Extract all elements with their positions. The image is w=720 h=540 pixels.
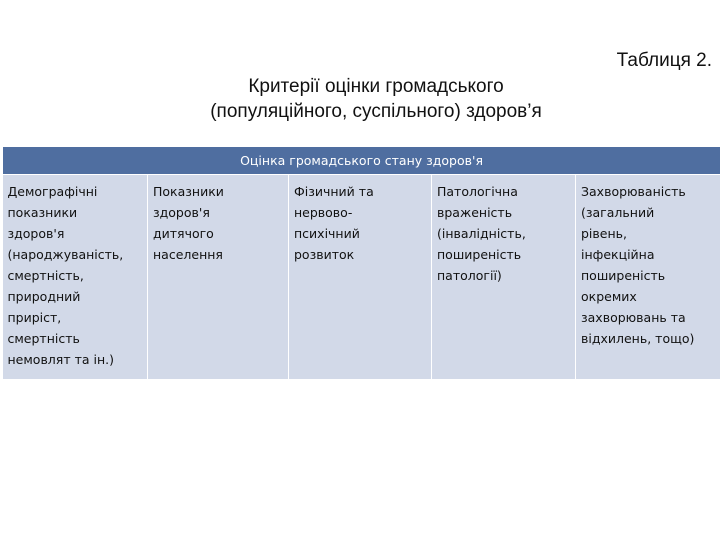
- cell-line: нервово-: [294, 205, 353, 220]
- cell-line: Патологічна: [437, 184, 518, 199]
- cell-line: (інвалідність,: [437, 226, 526, 241]
- cell-line: (народжуваність,: [7, 247, 124, 262]
- cell-line: Захворюваність: [581, 184, 686, 199]
- cell-line: патології): [437, 268, 502, 283]
- cell-line: враженість: [437, 205, 513, 220]
- cell-line: окремих: [581, 289, 637, 304]
- table-row: [3, 175, 720, 380]
- cell-demographic-indicators: [3, 175, 148, 380]
- cell-line: захворювань та: [581, 310, 686, 325]
- cell-line: поширеність: [437, 247, 522, 262]
- cell-line: психічний: [294, 226, 360, 241]
- cell-line: розвиток: [294, 247, 355, 262]
- cell-line: відхилень, тощо): [581, 331, 695, 346]
- slide-title: [0, 74, 720, 124]
- cell-line: інфекційна: [581, 247, 655, 262]
- cell-line: здоров'я: [7, 226, 65, 241]
- criteria-table: [2, 146, 720, 379]
- cell-line: (загальний: [581, 205, 655, 220]
- cell-morbidity: [576, 175, 720, 380]
- cell-line: показники: [7, 205, 78, 220]
- cell-line: природний: [7, 289, 81, 304]
- slide-title-line-2: (популяційного, суспільного) здоров’я: [210, 101, 542, 122]
- cell-child-health: [148, 175, 289, 380]
- cell-line: поширеність: [581, 268, 666, 283]
- cell-line: Показники: [153, 184, 224, 199]
- cell-line: смертність,: [7, 268, 84, 283]
- cell-line: Фізичний та: [294, 184, 374, 199]
- cell-physical-development: [289, 175, 432, 380]
- cell-line: здоров'я: [153, 205, 210, 220]
- table-header: Оцінка громадського стану здоров'я: [3, 147, 720, 175]
- cell-line: смертність: [7, 331, 80, 346]
- table-label: Таблиця 2.: [616, 50, 712, 71]
- table-header-row: [3, 147, 720, 175]
- cell-pathology: [432, 175, 576, 380]
- cell-line: населення: [153, 247, 223, 262]
- cell-line: рівень,: [581, 226, 627, 241]
- cell-line: немовлят та ін.): [7, 352, 114, 367]
- cell-line: дитячого: [153, 226, 214, 241]
- cell-line: приріст,: [7, 310, 62, 325]
- cell-line: Демографічні: [7, 184, 98, 199]
- slide-title-line-1: Критерії оцінки громадського: [248, 76, 504, 97]
